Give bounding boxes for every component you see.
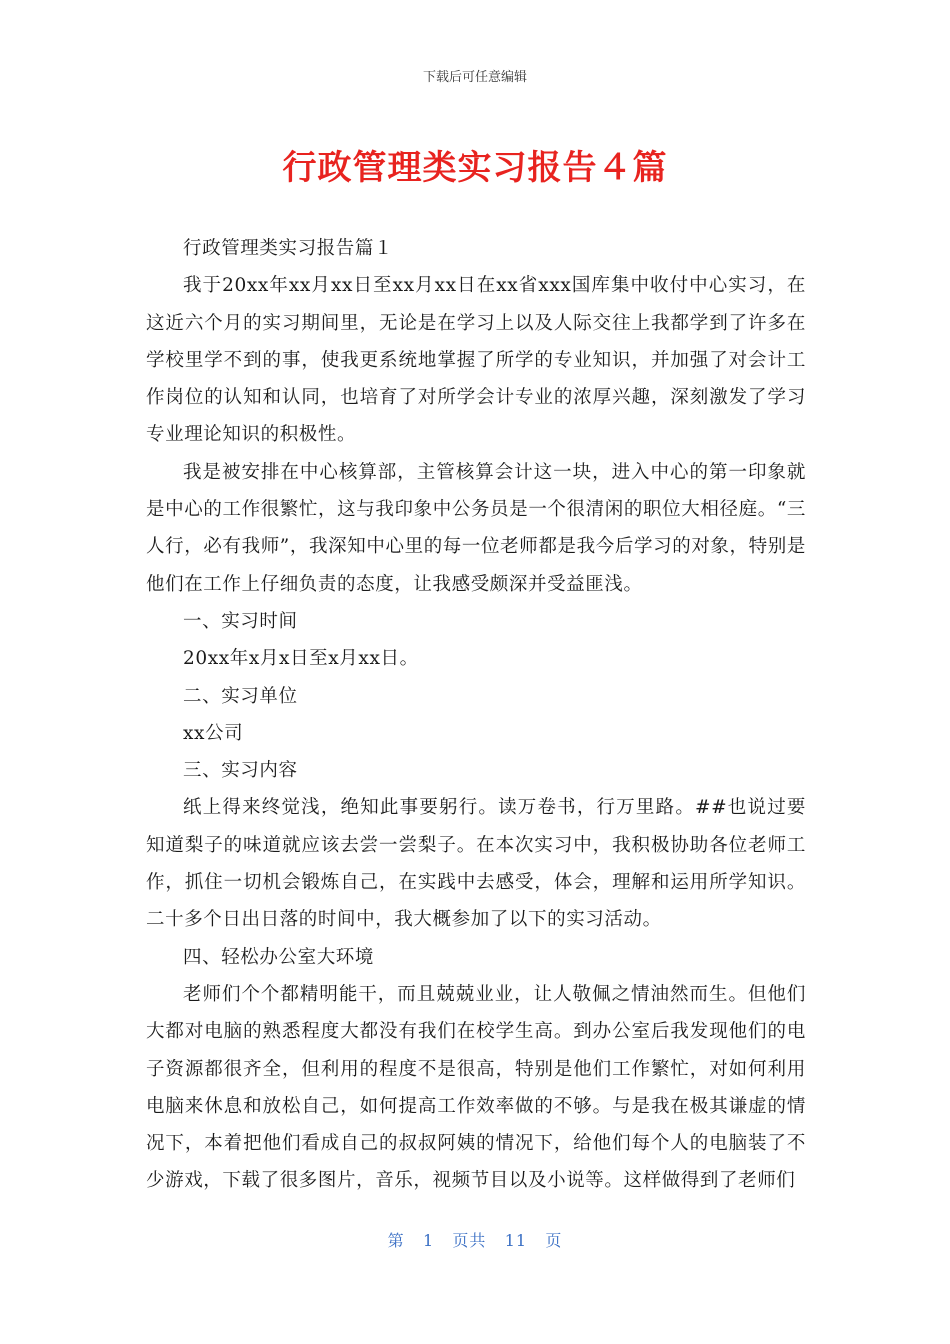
page-footer <box>0 1228 950 1251</box>
document-body <box>146 230 806 1200</box>
paragraph: 我是被安排在中心核算部，主管核算会计这一块，进入中心的第一印象就是中心的工作很繁忙，这与我印象中公务员是一个很清闲的职位大相径庭。“三人行，必有我师”，我深知中心里的每一位老师都是我今后学习的对象，特别是他们在工作上仔细负责的态度，让我感受颇深并受益匪浅。 <box>146 461 806 595</box>
paragraph: 纸上得来终觉浅，绝知此事要躬行。读万卷书，行万里路。##也说过要知道梨子的味道就应该去尝一尝梨子。在本次实习中，我积极协助各位老师工作，抓住一切机会锻炼自己，在实践中去感受，体会，理解和运用所学知识。二十多个日出日落的时间中，我大概参加了以下的实习活动。 <box>146 797 806 931</box>
page-current: 1 <box>422 1231 435 1250</box>
header-note: 下载后可任意编辑 <box>422 70 527 85</box>
page-middle: 页共 <box>452 1231 487 1250</box>
page-total: 11 <box>504 1231 528 1250</box>
page-prefix: 第 <box>387 1231 405 1250</box>
paragraph: xx公司 <box>183 722 244 744</box>
document-title: 行政管理类实习报告４篇 <box>282 148 668 188</box>
paragraph: 20xx年x月x日至x月xx日。 <box>183 648 419 670</box>
section-heading: 一、实习时间 <box>183 610 298 632</box>
section-heading: 二、实习单位 <box>183 685 298 707</box>
paragraph: 老师们个个都精明能干，而且兢兢业业，让人敬佩之情油然而生。但他们大都对电脑的熟悉程度大都没有我们在校学生高。到办公室后我发现他们的电子资源都很齐全，但利用的程度不是很高，特别是他们工作繁忙，对如何利用电脑来休息和放松自己，如何提高工作效率做的不够。与是我在极其谦虚的情况下，本着把他们看成自己的叔叔阿姨的情况下，给他们每个人的电脑装了不少游戏，下载了很多图片，音乐，视频节目以及小说等。这样做得到了老师们 <box>146 983 806 1192</box>
page-suffix: 页 <box>545 1231 563 1250</box>
paragraph: 我于20xx年xx月xx日至xx月xx日在xx省xxx国库集中收付中心实习，在这近六个月的实习期间里，无论是在学习上以及人际交往上我都学到了许多在学校里学不到的事，使我更系统地掌握了所学的专业知识，并加强了对会计工作岗位的认知和认同，也培育了对所学会计专业的浓厚兴趣，深刻激发了学习专业理论知识的积极性。 <box>146 275 806 446</box>
section-heading: 三、实习内容 <box>183 760 298 782</box>
section-heading: 四、轻松办公室大环境 <box>183 946 375 968</box>
section-heading: 行政管理类实习报告篇１ <box>183 238 394 259</box>
